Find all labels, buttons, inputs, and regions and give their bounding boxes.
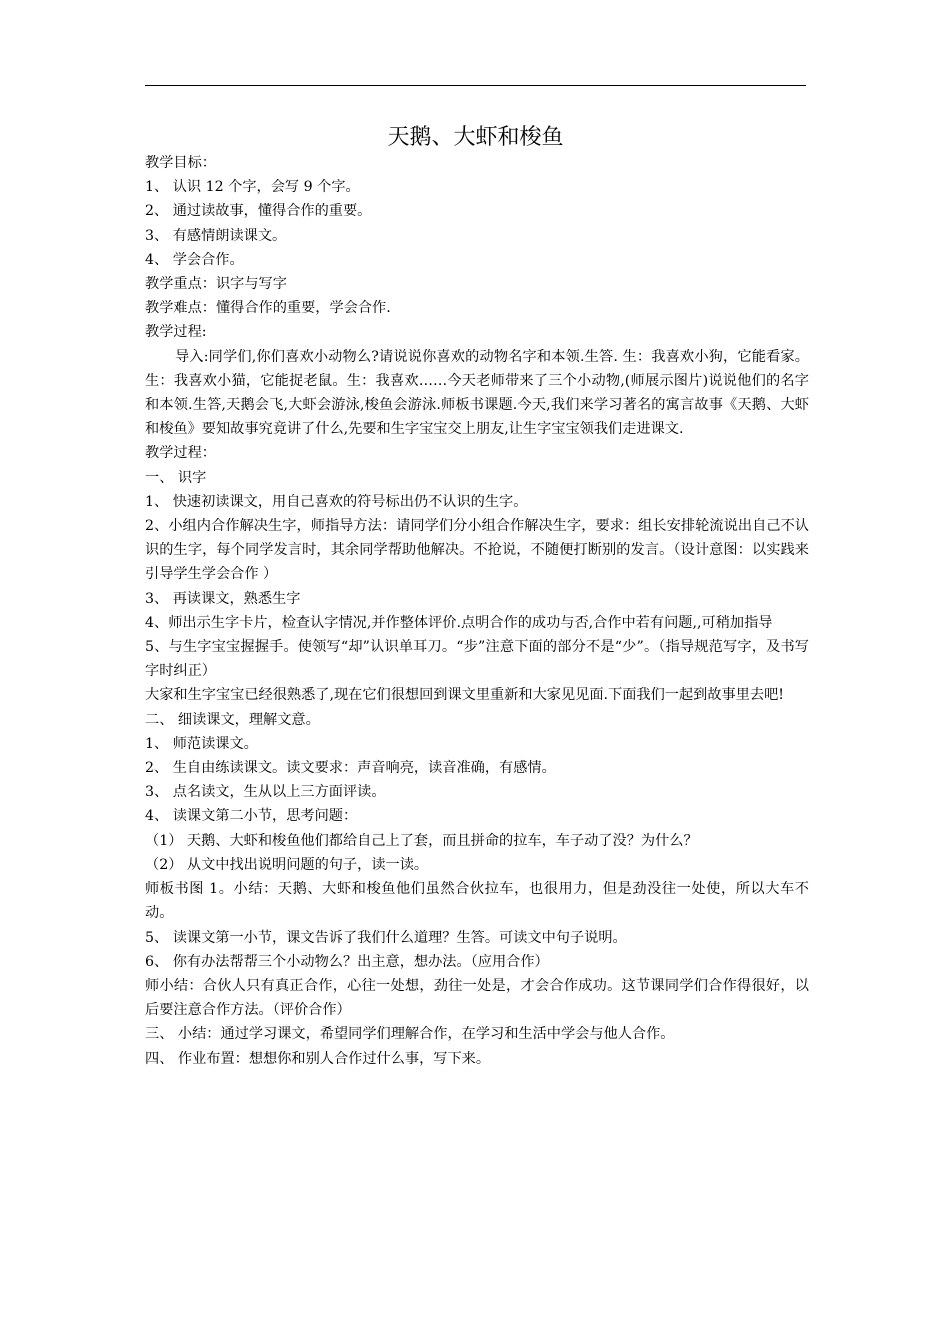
body-paragraph: 1、 快速初读课文，用自己喜欢的符号标出仍不认识的生字。 (145, 493, 528, 510)
body-paragraph: 6、 你有办法帮帮三个小动物么？出主意，想办法。（应用合作） (145, 953, 549, 970)
header-rule (145, 85, 806, 86)
body-paragraph: 3、 再读课文，熟悉生字 (145, 590, 301, 607)
body-paragraph: 教学难点：懂得合作的重要，学会合作. (145, 300, 391, 317)
body-paragraph: 三、 小结：通过学习课文，希望同学们理解合作，在学习和生活中学会与他人合作。 (145, 1026, 675, 1043)
body-paragraph: 四、 作业布置：想想你和别人合作过什么事，写下来。 (145, 1050, 491, 1067)
body-paragraph: 教学过程： (145, 445, 216, 462)
body-paragraph: 5、与生字宝宝握握手。使领写“却”认识单耳刀。“步”注意下面的部分不是“少”。（指导规范写字，及书写字时纠正） (145, 639, 809, 680)
body-paragraph: 教学过程: (145, 324, 207, 341)
body-paragraph: 大家和生字宝宝已经很熟悉了,现在它们很想回到课文里重新和大家见见面.下面我们一起到故事里去吧! (145, 687, 784, 704)
body-paragraph: （2） 从文中找出说明问题的句子，读一读。 (145, 856, 429, 873)
body-paragraph: 2、 生自由练读课文。读文要求：声音响亮，读音准确，有感情。 (145, 760, 556, 777)
body-paragraph: 4、师出示生字卡片，检查认字情况,并作整体评价.点明合作的成功与否,合作中若有问题,,可稍加指导 (145, 614, 773, 631)
body-paragraph: 2、小组内合作解决生字，师指导方法：请同学们分小组合作解决生字，要求：组长安排轮流说出自己不认识的生字，每个同学发言时，其余同学帮助他解决。不抢说，不随便打断别的发言。（设计意图：以实践来引导学生学会合作 ） (145, 518, 809, 583)
body-paragraph: （1） 天鹅、大虾和梭鱼他们都给自己上了套，而且拼命的拉车，车子动了没？为什么？ (145, 832, 698, 849)
body-paragraph: 3、 有感情朗读课文。 (145, 227, 287, 244)
body-paragraph: 1、 认识 12 个字，会写 9 个字。 (145, 179, 360, 196)
body-paragraph: 二、 细读课文，理解文意。 (145, 711, 320, 728)
body-paragraph: 2、 通过读故事，懂得合作的重要。 (145, 203, 372, 220)
document-title: 天鹅、大虾和梭鱼 (387, 125, 564, 150)
body-paragraph: 3、 点名读文，生从以上三方面评读。 (145, 784, 386, 801)
body-paragraph: 一、 识字 (145, 469, 207, 486)
body-paragraph: 师板书图 1。小结：天鹅、大虾和梭鱼他们虽然合伙拉车，也很用力，但是劲没往一处使，所以大车不动。 (145, 881, 809, 922)
body-paragraph: 教学目标： (145, 155, 216, 171)
body-paragraph: 4、 读课文第二小节，思考问题： (145, 808, 358, 825)
body-paragraph: 师小结：合伙人只有真正合作，心往一处想，劲往一处是，才会合作成功。这节课同学们合作得很好，以后要注意合作方法。（评价合作） (145, 977, 809, 1019)
document-body (145, 151, 809, 1071)
body-paragraph: 4、 学会合作。 (145, 251, 244, 268)
body-paragraph: 导入:同学们,你们喜欢小动物么?请说说你喜欢的动物名字和本领.生答. 生：我喜欢小狗，它能看家。生：我喜欢小猫，它能捉老鼠。生：我喜欢……今天老师带来了三个小动物,(师展示图片)说说他们的名字和本领.生答,天鹅会飞,大虾会游泳,梭鱼会游泳.师板书课题.今天,我们来学习著名的寓言故事《天鹅、大虾和梭鱼》要知故事究竟讲了什么,先要和生字宝宝交上朋友,让生字宝宝领我们走进课文. (145, 348, 809, 438)
body-paragraph: 教学重点：识字与写字 (145, 276, 287, 293)
body-paragraph: 5、 读课文第一小节，课文告诉了我们什么道理？生答。可读文中句子说明。 (145, 929, 627, 946)
body-paragraph: 1、 师范读课文。 (145, 735, 258, 752)
